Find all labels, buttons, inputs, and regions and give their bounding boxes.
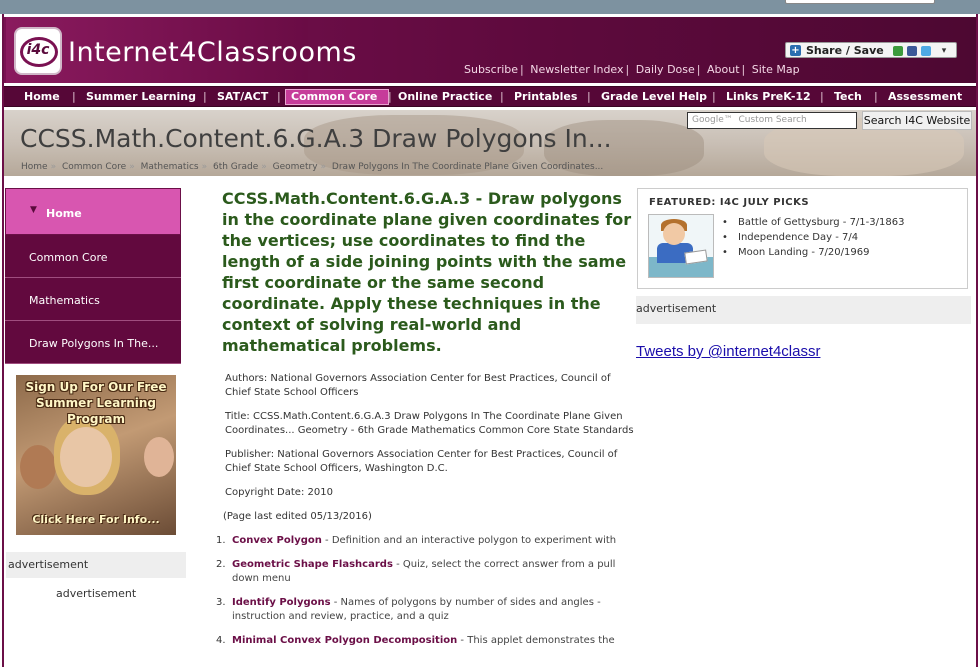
page-banner xyxy=(4,110,976,176)
resource-link[interactable]: Geometric Shape Flashcards xyxy=(232,559,393,570)
publisher-text: Publisher: National Governors Association Center for Best Practices, Council of Chief State School Officers, Washington D.C. xyxy=(225,449,618,474)
sidebar-item-mathematics[interactable]: Mathematics xyxy=(5,278,181,321)
share-save-button[interactable] xyxy=(785,42,957,58)
featured-heading: FEATURED: I4C JULY PICKS xyxy=(649,197,810,208)
breadcrumb-geometry[interactable]: Geometry xyxy=(272,162,318,172)
breadcrumb-current: Draw Polygons In The Coordinate Plane Given Coordinates... xyxy=(331,162,604,172)
subscribe-link[interactable]: Subscribe xyxy=(464,63,519,76)
site-map-link[interactable]: Site Map xyxy=(751,63,800,76)
page-title: CCSS.Math.Content.6.G.A.3 Draw Polygons In... xyxy=(20,124,612,153)
logo-mark-text: i4c xyxy=(26,42,50,58)
resource-link[interactable]: Minimal Convex Polygon Decomposition xyxy=(232,635,458,646)
nav-grade-level-help[interactable]: Grade Level Help xyxy=(601,90,708,103)
logo-area[interactable] xyxy=(6,17,357,83)
google-brand: Google™ xyxy=(692,115,733,125)
featured-list xyxy=(722,215,904,260)
list-item: 2. Geometric Shape Flashcards - Quiz, select the correct answer from a pull down menu xyxy=(216,559,616,584)
promo-cta[interactable]: Click Here For Info... xyxy=(32,513,160,526)
breadcrumb-home[interactable]: Home xyxy=(21,162,48,172)
nav-assessment[interactable]: Assessment xyxy=(888,90,963,103)
newsletter-index-link[interactable]: Newsletter Index xyxy=(530,63,624,76)
search-placeholder: Custom Search xyxy=(738,115,807,125)
nav-summer-learning[interactable]: Summer Learning xyxy=(86,90,197,103)
sidebar-item-draw-polygons[interactable]: Draw Polygons In The... xyxy=(5,321,181,364)
breadcrumb-6th-grade[interactable]: 6th Grade xyxy=(212,162,259,172)
ad-label-right: advertisement xyxy=(636,296,971,324)
promo-headline: Sign Up For Our Free Summer Learning Program xyxy=(25,380,167,426)
featured-item[interactable]: • Independence Day - 7/4 xyxy=(722,232,859,243)
site-search-input[interactable] xyxy=(687,112,857,129)
featured-item[interactable]: • Battle of Gettysburg - 7/1-3/1863 xyxy=(722,217,905,228)
breadcrumb-mathematics[interactable]: Mathematics xyxy=(140,162,199,172)
main-content xyxy=(216,188,634,658)
about-link[interactable]: About xyxy=(706,63,740,76)
search-button[interactable]: Search I4C Website xyxy=(862,111,972,130)
title-text: Title: CCSS.Math.Content.6.G.A.3 Draw Polygons In The Coordinate Plane Given Coordinates... Geometry - 6th Grade Mathematics Common Core State Standards xyxy=(225,411,634,436)
top-links: Subscribe | Newsletter Index | Daily Dose | About | Site Map xyxy=(464,63,800,76)
list-item: 4. Minimal Convex Polygon Decomposition - This applet demonstrates the xyxy=(216,635,615,646)
resource-list xyxy=(216,534,634,648)
authors-text: Authors: National Governors Association Center for Best Practices, Council of Chief State School Officers xyxy=(225,373,611,398)
breadcrumb-common-core[interactable]: Common Core xyxy=(61,162,127,172)
chevron-down-icon: ▼ xyxy=(30,205,37,215)
ad-label-left-2: advertisement xyxy=(56,587,137,600)
share-icon xyxy=(893,46,903,56)
sidebar-item-common-core[interactable]: Common Core xyxy=(5,235,181,278)
sidebar-item-home[interactable] xyxy=(5,188,181,235)
browser-top-strip xyxy=(0,0,980,14)
featured-item[interactable]: • Moon Landing - 7/20/1969 xyxy=(722,247,870,258)
nav-home[interactable]: Home xyxy=(24,90,60,103)
standard-meta xyxy=(225,372,634,524)
nav-common-core[interactable]: Common Core xyxy=(291,90,378,103)
main-nav: Home | Summer Learning | SAT/ACT | Common Core | Online Practice | Printables | Grade Level Help | Links PreK-12 | Tech | Assessment xyxy=(4,86,976,107)
logo-icon[interactable] xyxy=(14,27,62,75)
resource-link[interactable]: Convex Polygon xyxy=(232,535,322,546)
nav-links-prek-12[interactable]: Links PreK-12 xyxy=(726,90,811,103)
daily-dose-link[interactable]: Daily Dose xyxy=(635,63,695,76)
summer-learning-promo[interactable] xyxy=(16,375,176,535)
nav-tech[interactable]: Tech xyxy=(834,90,862,103)
tweets-link[interactable]: Tweets by @internet4classr xyxy=(636,343,821,360)
resource-link[interactable]: Identify Polygons xyxy=(232,597,331,608)
standard-heading: CCSS.Math.Content.6.G.A.3 - Draw polygons in the coordinate plane given coordinates for the vertices; use coordinates to find the length of a side joining points with the same first coordinate or the same second coordinate. Apply these techniques in the context of solving real-world and mathematical problems. xyxy=(222,189,632,355)
site-name[interactable]: Internet4Classrooms xyxy=(68,37,357,68)
last-edited-text: (Page last edited 05/13/2016) xyxy=(223,511,372,522)
facebook-icon xyxy=(907,46,917,56)
breadcrumb: Home » Common Core » Mathematics » 6th Grade » Geometry » Draw Polygons In The Coordinate Plane Given Coordinates... xyxy=(21,162,604,172)
share-label: Share / Save xyxy=(806,44,884,57)
featured-picks-box xyxy=(637,188,968,289)
twitter-icon xyxy=(921,46,931,56)
student-illustration xyxy=(648,214,714,278)
plus-icon: + xyxy=(791,45,800,56)
top-search-box[interactable] xyxy=(785,0,935,4)
chevron-down-icon: ▾ xyxy=(941,46,947,56)
nav-printables[interactable]: Printables xyxy=(514,90,578,103)
sidebar xyxy=(5,188,181,364)
nav-sat-act[interactable]: SAT/ACT xyxy=(217,90,269,103)
list-item: 3. Identify Polygons - Names of polygons by number of sides and angles - instruction and review, practice, and a quiz xyxy=(216,597,601,622)
copyright-text: Copyright Date: 2010 xyxy=(225,487,333,498)
nav-online-practice[interactable]: Online Practice xyxy=(398,90,493,103)
list-item: 1. Convex Polygon - Definition and an interactive polygon to experiment with xyxy=(216,535,617,546)
sidebar-item-label: Home xyxy=(46,207,82,220)
ad-label-left: advertisement xyxy=(6,552,186,578)
